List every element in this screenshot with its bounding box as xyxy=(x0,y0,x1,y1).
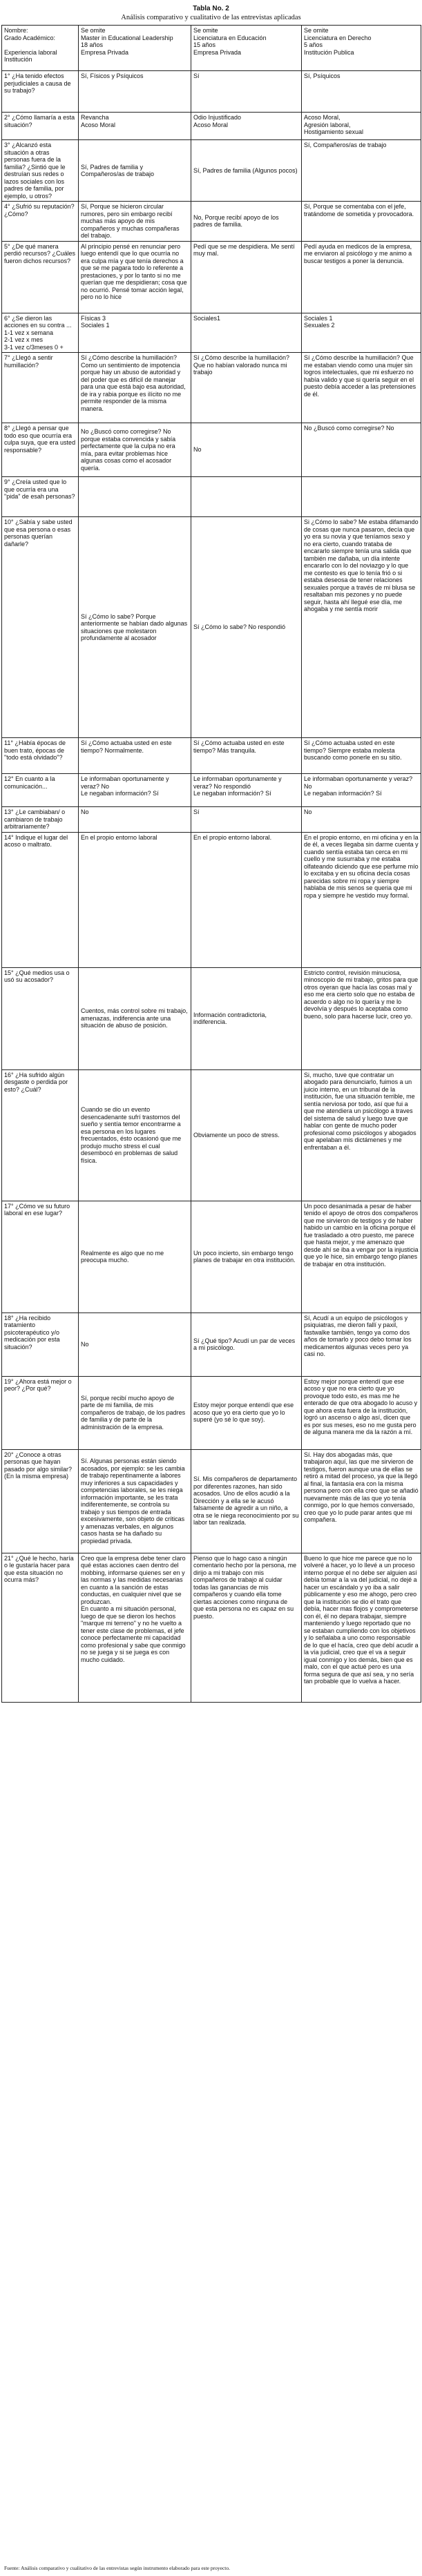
answer-text: Le informaban oportunamente y veraz? No Le negaban información? Sí xyxy=(304,775,413,797)
question-cell xyxy=(2,807,79,833)
question-cell xyxy=(2,1449,79,1553)
question-text: 21° ¿Qué le hecho, haría o le gustaría hacer para que esta situación no ocurra más? xyxy=(4,1554,74,1583)
answer-text: Sí ¿Cómo actuaba usted en este tiempo? Más tranquila. xyxy=(193,739,285,754)
answer-text: Sociales 1 Sexuales 2 xyxy=(304,314,335,329)
answer-text: Al principio pensé en renunciar pero luego entendí que lo que ocurría no era culpa mía y que tenía derechos a que se me pagara todo lo referente a prestaciones, y por lo tanto si no me querían que me despidieran; cosa que no ocurrió. Pensé tomar acción legal, pero no lo hice xyxy=(81,242,187,300)
question-cell xyxy=(2,832,79,967)
answer-text: En el propio entorno laboral. xyxy=(193,833,272,841)
answer-text: Obviamente un poco de stress. xyxy=(193,1131,280,1139)
answer-text: Sí ¿Cómo describe la humillación? Que me estaban viendo como una mujer sin logros intelectuales, que mi esfuerzo no había valido y que si quería seguir en el puesto debía acceder a las pretensiones de él. xyxy=(304,354,416,398)
answer-text: Sí ¿Cómo lo sabe? Porque anteriormente se habían dado algunas situaciones que molestaron profundamente al acosador xyxy=(81,612,188,641)
answer-cell xyxy=(302,1553,421,1702)
answer-text: Pedí ayuda en medicos de la empresa, me enviaron al psicólogo y me animo a buscar testigos a poner la denuncia. xyxy=(304,242,412,264)
answer-text: Estoy mejor porque entendí que ese acoso y que no era cierto que yo provoque todo esto, es mas me he enterado de que otra abogado lo acuso y que ahora esta fuera de la institución, logró un ascenso o algo así, dicen que es por sus meses, eso no me gusta pero de alguna manera me da la razón a mí. xyxy=(304,1377,418,1435)
question-cell xyxy=(2,241,79,313)
answer-cell xyxy=(79,477,191,517)
answer-cell xyxy=(79,241,191,313)
table-row xyxy=(2,140,421,202)
question-cell xyxy=(2,774,79,807)
answer-cell xyxy=(302,71,421,113)
question-text: 6° ¿Se dieron las acciones en su contra ... 1-1 vez x semana 2-1 vez x mes 3-1 vez c/3meses 0 + xyxy=(4,314,72,351)
answer-text: Sí ¿Qué tipo? Acudí un par de veces a mi psicólogo. xyxy=(193,1337,296,1351)
question-cell xyxy=(2,313,79,353)
answer-cell xyxy=(191,1449,302,1553)
answer-cell xyxy=(191,1376,302,1449)
answer-cell xyxy=(191,738,302,774)
answer-cell xyxy=(302,517,421,738)
answer-cell xyxy=(191,140,302,202)
header-cell-interviewee-1 xyxy=(79,26,191,71)
question-cell xyxy=(2,738,79,774)
answer-text: Pienso que lo hago caso a ningún comentario hecho por la persona, me dirijo a mi trabajo con mis compañeros de trabajo al cuidar todas las ganancias de mis compañeros y cuando ella tome ciertas acciones como ninguna de que esta persona no es capaz en su puesto. xyxy=(193,1554,297,1620)
interview-comparison-table xyxy=(1,25,421,1703)
answer-cell xyxy=(302,1313,421,1376)
answer-cell xyxy=(191,1553,302,1702)
answer-cell xyxy=(79,832,191,967)
question-cell xyxy=(2,71,79,113)
answer-cell xyxy=(191,1313,302,1376)
answer-cell xyxy=(79,1313,191,1376)
header-cell-interviewee-3 xyxy=(302,26,421,71)
table-row xyxy=(2,738,421,774)
header-cell-label xyxy=(2,26,79,71)
answer-text: Sí, Porque se comentaba con el jefe, tratándome de sometida y provocadora. xyxy=(304,203,414,217)
table-caption xyxy=(0,0,422,25)
answer-text: Bueno lo que hice me parece que no lo volveré a hacer, yo lo llevé a un proceso interno porque el no debe ser alguien así debía tomar a la va del judicial, no dejé a hacer un escándalo y yo iba a salir públicamente y eso me ahogo, pero creo que la institución se dio el trato que debía, hacer mas flojos y comprometerse con él, él no depara trabajar, siempre manteniendo y luego reportado que no se estaban cumpliendo con los objetivos y lo señalaba a uno como responsable de lo que el hacía, creo que debí acudir a la vía judicial, creo que el va a seguir igual conmigo y los demás, bien que es malo, con el que actué pero es una forma segura de que así sea, y no sería tan probable que lo vuelva a hacer. xyxy=(304,1554,419,1685)
answer-cell xyxy=(302,1376,421,1449)
question-text: 7° ¿Llegó a sentir humillación? xyxy=(4,354,53,369)
answer-text: Un poco incierto, sin embargo tengo planes de trabajar en otra institución. xyxy=(193,1249,296,1263)
answer-cell xyxy=(191,202,302,242)
answer-text: Cuentos, más control sobre mi trabajo, amenazas, indiferencia ante una situación de abuso de posición. xyxy=(81,1007,188,1029)
table-header-row xyxy=(2,26,421,71)
answer-cell xyxy=(191,241,302,313)
table-row xyxy=(2,241,421,313)
table-number: Tabla No. 2 xyxy=(193,5,229,12)
table-row xyxy=(2,423,421,477)
answer-cell xyxy=(302,140,421,202)
answer-text: Le informaban oportunamente y veraz? No Le negaban información? Sí xyxy=(81,775,169,797)
answer-cell xyxy=(191,353,302,423)
answer-cell xyxy=(302,774,421,807)
answer-cell xyxy=(79,202,191,242)
answer-cell xyxy=(191,1201,302,1313)
answer-cell xyxy=(79,967,191,1069)
answer-text: Sí ¿Cómo actuaba usted en este tiempo? Normalmente. xyxy=(81,739,172,754)
table-row xyxy=(2,807,421,833)
source-footnote: Fuente: Análisis comparativo y cualitativo de las entrevistas según instrumento elaborado para este proyecto. xyxy=(4,2565,230,2571)
table-row xyxy=(2,1449,421,1553)
question-cell xyxy=(2,1201,79,1313)
question-cell xyxy=(2,1069,79,1201)
answer-cell xyxy=(302,1069,421,1201)
question-text: 9° ¿Creía usted que lo que ocurría era una "pida" de esah personas? xyxy=(4,478,75,500)
question-cell xyxy=(2,113,79,140)
table-row xyxy=(2,313,421,353)
answer-cell xyxy=(302,423,421,477)
question-text: 17° ¿Cómo ve su futuro laboral en ese lugar? xyxy=(4,1202,70,1217)
answer-text: Información contradictoria, indiferencia. xyxy=(193,1011,267,1025)
table-row xyxy=(2,517,421,738)
answer-cell xyxy=(79,774,191,807)
table-row xyxy=(2,202,421,242)
answer-text: Revancha Acoso Moral xyxy=(81,114,116,128)
answer-text: Sí xyxy=(193,72,200,79)
answer-text: Pedí que se me despidiera. Me sentí muy mal. xyxy=(193,242,295,257)
answer-text: Odio Injustificado Acoso Moral xyxy=(193,114,242,128)
answer-text: Sí, Padres de familia y Compañeros/as de trabajo xyxy=(81,163,155,177)
answer-cell xyxy=(302,113,421,140)
answer-text: Sí, Físicos y Psíquicos xyxy=(81,72,144,79)
question-text: 12° En cuanto a la comunicación... xyxy=(4,775,55,790)
answer-cell xyxy=(79,517,191,738)
answer-cell xyxy=(302,738,421,774)
question-cell xyxy=(2,1376,79,1449)
answer-cell xyxy=(79,71,191,113)
answer-text: Sí, Padres de familia (Algunos pocos) xyxy=(193,166,298,174)
table-row xyxy=(2,1069,421,1201)
answer-cell xyxy=(191,807,302,833)
answer-text: Le informaban oportunamente y veraz? No respondió Le negaban información? Sí xyxy=(193,775,282,797)
answer-text: No xyxy=(81,1340,89,1348)
answer-text: Sí ¿Cómo describe la humillación? Como un sentimiento de impotencia porque hay un abuso de autoridad y del poder que es difícil de manejar para una que está bajo esa autoridad, de ira y rabia porque es ilícito no me permite responder de la misma manera. xyxy=(81,354,186,412)
answer-text: Si ¿Cómo lo sabe? Me estaba difamando de cosas que nunca pasaron, decía que yo era su novia y que teníamos sexo y no era cierto, cuando trataba de encararlo siempre tenía una salida que también me dañaba, un día intente encararlo con lo del noviazgo y lo que me contesto es que lo tenía frió o si estaba deseosa de tener relaciones sexuales porque a través de mi blusa se resaltaban mis pezones y no puede seguir, hasta ahí llegué ese día, me ahogaba y me sentía morir xyxy=(304,519,419,612)
question-text: 4° ¿Sufrió su reputación? ¿Cómo? xyxy=(4,203,75,217)
answer-cell xyxy=(302,807,421,833)
answer-cell xyxy=(79,423,191,477)
answer-text: Estoy mejor porque entendí que ese acoso que yo era cierto que yo lo superé (yo sé lo que soy). xyxy=(193,1402,294,1424)
answer-cell xyxy=(79,353,191,423)
answer-text: No ¿Buscó como corregirse? No porque estaba convencida y sabía perfectamente que la culpa no era mía, para evitar problemas hice algunas cosas como el acosador quería. xyxy=(81,428,176,472)
table-row xyxy=(2,774,421,807)
answer-text: Sí ¿Cómo actuaba usted en este tiempo? Siempre estaba molesta buscando como ponerle en su sitio. xyxy=(304,739,402,761)
question-cell xyxy=(2,517,79,738)
question-text: 8° ¿Llegó a pensar que todo eso que ocurría era culpa suya, que era usted responsable? xyxy=(4,425,76,454)
question-text: 20° ¿Conoce a otras personas que hayan pasado por algo similar? (En la misma empresa) xyxy=(4,1451,73,1480)
answer-text: Sí. Algunas personas están siendo acosados, por ejemplo: se les cambia de trabajo repentinamente a labores muy inferiores a sus capacidades y competencias laborales, se les niega información importante, se les trata indiferentemente, se controla su trabajo y sus tiempos de entrada excesivamente, son objeto de críticas y amenazas verbales, en algunos casos hasta se ha dañado su propiedad privada. xyxy=(81,1458,185,1544)
answer-text: En el propio entorno laboral xyxy=(81,833,157,841)
answer-cell xyxy=(79,1201,191,1313)
answer-cell xyxy=(191,967,302,1069)
answer-cell xyxy=(191,517,302,738)
answer-text: Creo que la empresa debe tener claro qué estas acciones caen dentro del mobbing, informarse quienes ser en y las normas y las medidas necesarias en cuanto a la sanción de estas conductas, en cualquier nivel que se produzcan. En cuanto a mi situación personal, luego de que se dieron los hechos "marque mi terreno" y no he vuelto a tener este clase de problemas, el jefe conoce perfectamente mi capacidad como profesional y sabe que conmigo no se juega y si se juega es con mucho cuidado. xyxy=(81,1554,186,1663)
question-cell xyxy=(2,1553,79,1702)
question-cell xyxy=(2,353,79,423)
answer-cell xyxy=(302,477,421,517)
answer-text: Sí, Compañeros/as de trabajo xyxy=(304,142,387,148)
answer-cell xyxy=(191,832,302,967)
answer-cell xyxy=(302,967,421,1069)
answer-cell xyxy=(79,1449,191,1553)
table-row xyxy=(2,832,421,967)
answer-text: Sí. Hay dos abogadas más, que trabajaron aquí, las que me sirvieron de testigos, fueron aunque una de ellas se retiró a mitad del proceso, ya que la llegó al final, la fantasía era con la misma persona pero con ella creo que se añadió nuevamente más de las que yo tenía conmigo, por lo que hemos conversado, creo que yo lo pude parar antes que mi compañera. xyxy=(304,1451,419,1523)
answer-cell xyxy=(191,423,302,477)
answer-cell xyxy=(79,1069,191,1201)
answer-cell xyxy=(79,1553,191,1702)
table-row xyxy=(2,1313,421,1376)
table-row xyxy=(2,1201,421,1313)
question-text: 3° ¿Alcanzó esta situación a otras personas fuera de la familia? ¿Sintió que le destruían sus redes o lazos sociales con los padres de familia, por ejemplo, u otros? xyxy=(4,142,66,200)
answer-text: Sí. Mis compañeros de departamento por diferentes razones, han sido acosados. Uno de ellos acudió a la Dirección y a ella se le acusó falsamente de agredir a un niño, a otra se le niega reconocimiento por su labor tan realizada. xyxy=(193,1475,299,1527)
question-text: 11° ¿Había épocas de buen trato, épocas de "todo está olvidado"? xyxy=(4,739,66,761)
answer-cell xyxy=(302,832,421,967)
answer-cell xyxy=(302,353,421,423)
answer-text: Físicas 3 Sociales 1 xyxy=(81,314,110,329)
question-text: 13° ¿Le cambiaban/ o cambiaron de trabajo arbitrariamente? xyxy=(4,808,66,830)
question-cell xyxy=(2,202,79,242)
answer-cell xyxy=(191,113,302,140)
table-row xyxy=(2,113,421,140)
answer-cell xyxy=(302,241,421,313)
answer-text: Realmente es algo que no me preocupa mucho. xyxy=(81,1249,164,1263)
answer-cell xyxy=(191,477,302,517)
answer-text: No xyxy=(304,808,312,815)
answer-cell xyxy=(79,738,191,774)
answer-cell xyxy=(302,1201,421,1313)
table-title: Análisis comparativo y cualitativo de las entrevistas aplicadas xyxy=(121,14,301,21)
table-row xyxy=(2,967,421,1069)
answer-text: Cuando se dio un evento desencadenante sufrí trastornos del sueño y sentía temor encontrarme a esa persona en los lugares frecuentados, ésto ocasionó que me produjo mucho stress el cual desembocó en problemas de salud física. xyxy=(81,1106,182,1164)
answer-cell xyxy=(191,71,302,113)
header-text: Nombre: Grado Académico: Experiencia laboral Institución xyxy=(4,27,57,63)
answer-text: Sociales1 xyxy=(193,314,221,322)
header-text: Se omite Licenciatura en Educación 15 años Empresa Privada xyxy=(193,27,267,56)
table-row xyxy=(2,1553,421,1702)
question-cell xyxy=(2,1313,79,1376)
answer-text: No xyxy=(193,446,202,454)
answer-text: Sí, porque recibí mucho apoyo de parte de mi familia, de mis compañeros de trabajo, de los padres de familia y de parte de la administración de la empresa. xyxy=(81,1394,186,1431)
question-text: 2° ¿Cómo llamaría a esta situación? xyxy=(4,114,75,128)
header-cell-interviewee-2 xyxy=(191,26,302,71)
answer-text: Sí, Psíquicos xyxy=(304,72,341,79)
table-row xyxy=(2,477,421,517)
question-text: 14° Indique el lugar del acoso o maltrato. xyxy=(4,833,68,848)
question-cell xyxy=(2,967,79,1069)
question-text: 19° ¿Ahora está mejor o peor? ¿Por qué? xyxy=(4,1377,72,1392)
answer-text: No xyxy=(81,808,89,815)
question-text: 1° ¿Ha tenido efectos perjudiciales a causa de su trabajo? xyxy=(4,72,71,94)
table-row xyxy=(2,353,421,423)
answer-text: Sí xyxy=(193,808,200,815)
question-cell xyxy=(2,140,79,202)
answer-text: Un poco desanimada a pesar de haber tenido el apoyo de otros dos compañeros que me sirvieron de testigos y de haber habido un cambio en la oficina porque él fue trasladado a otro puesto, me parece que hasta mejor, y me amenazo que desde ahí se iba a vengar por la injusticia que yo le hice, sin embargo tengo planes de trabajar en otra institución. xyxy=(304,1202,419,1268)
question-text: 5° ¿De qué manera perdió recursos? ¿Cuáles fueron dichos recursos? xyxy=(4,242,76,264)
answer-text: No, Porque recibí apoyo de los padres de familia. xyxy=(193,213,279,229)
question-text: 16° ¿Ha sufrido algún desgaste o perdida por esto? ¿Cuál? xyxy=(4,1071,68,1093)
answer-text: Sí ¿Cómo describe la humillación? Que no habían valorado nunca mi trabajo xyxy=(193,354,290,376)
table-row xyxy=(2,1376,421,1449)
answer-text: No ¿Buscó como corregirse? No xyxy=(304,425,394,432)
header-text: Se omite Licenciatura en Derecho 5 años Institución Publica xyxy=(304,27,372,56)
answer-text: Si, mucho, tuve que contratar un abogado para denunciarlo, fuimos a un juicio interno, en un tribunal de la institución, fue una situación terrible, me sentía nerviosa por todo, así que fui a que me atendiera un psicólogo a traves del sistema de salud y luego tuve que hablar con gente de mucho poder profesional como psicólogos y abogados que apelaban mis dictámenes y me enfrentaban a él. xyxy=(304,1071,416,1151)
answer-text: Sí, Porque se hicieron circular rumores, pero sin embargo recibí muchas más apoyo de mis compañeros y muchas compañeras del trabajo. xyxy=(81,203,180,239)
answer-cell xyxy=(191,313,302,353)
answer-cell xyxy=(191,1069,302,1201)
header-text: Se omite Master in Educational Leadership 18 años Empresa Privada xyxy=(81,27,173,56)
answer-cell xyxy=(302,1449,421,1553)
answer-text: En el propio entorno, en mi oficina y en la de él, a veces llegaba sin darme cuenta y cuando sentía estaba tan cerca en mi cuello y me susurraba y me estaba olfateando diciendo que ese perfume mío lo excitaba y en su oficina decía cosas parecidas sobre mi ropa y siempre hablaba de mis senos se queria que mi ropa y siempre he vestido muy formal. xyxy=(304,833,419,899)
answer-text: Estricto control, revisión minuciosa, minoscopio de mi trabajo, gritos para que otros oyeran que hacía las cosas mal y eso me era cierto solo que no estaba de acuerdo o algo no lo quería y me lo devolvía y después lo aceptaba como bueno, solo para hacerse lucir, creo yo. xyxy=(304,969,419,1020)
question-text: 15° ¿Qué medios usa o usó su acosador? xyxy=(4,969,70,983)
answer-cell xyxy=(79,113,191,140)
question-text: 10° ¿Sabía y sabe usted que esa persona o esas personas querían dañarle? xyxy=(4,519,73,548)
table-row xyxy=(2,71,421,113)
answer-cell xyxy=(79,140,191,202)
answer-cell xyxy=(302,202,421,242)
answer-text: Sí, Acudí a un equipo de psicólogos y psiquiatras, me dieron fallí y paxil, fastwalke también, tengo ya como dos años de tomarlo y poco debo tomar los medicamentos algunas veces pero ya casi no. xyxy=(304,1314,412,1357)
answer-text: Sí ¿Cómo lo sabe? No respondió xyxy=(193,623,286,631)
question-cell xyxy=(2,423,79,477)
question-cell xyxy=(2,477,79,517)
answer-cell xyxy=(79,313,191,353)
answer-cell xyxy=(191,774,302,807)
answer-cell xyxy=(79,807,191,833)
answer-cell xyxy=(79,1376,191,1449)
answer-cell xyxy=(302,313,421,353)
answer-text: Acoso Moral, Agresión laboral, Hostigamiento sexual xyxy=(304,114,364,135)
question-text: 18° ¿Ha recibido tratamiento psicoterapéutico y/o medicación por esta situación? xyxy=(4,1314,60,1350)
